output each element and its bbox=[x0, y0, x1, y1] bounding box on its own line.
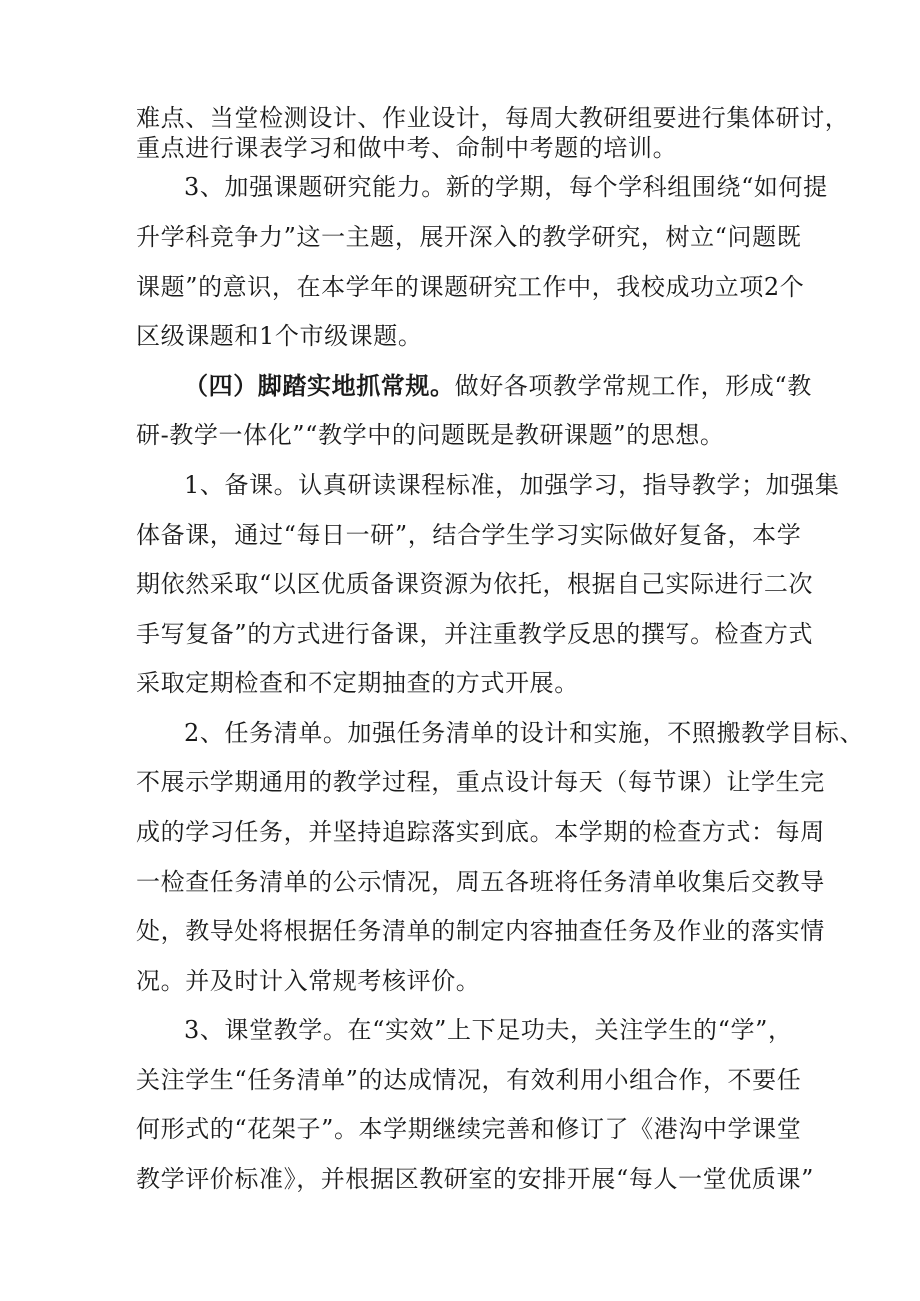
text-line: 研-教学一体化”“教学中的问题既是教研课题”的思想。 bbox=[136, 421, 725, 449]
text-line: 成的学习任务，并坚持追踪落实到底。本学期的检查方式：每周 bbox=[136, 818, 825, 846]
text-line: 2、任务清单。加强任务清单的设计和实施，不照搬教学目标、 bbox=[184, 719, 865, 747]
text-line: 采取定期检查和不定期抽查的方式开展。 bbox=[136, 669, 579, 697]
text-line: 升学科竞争力”这一主题，展开深入的教学研究，树立“问题既 bbox=[136, 223, 802, 251]
text-line: 不展示学期通用的教学过程，重点设计每天（每节课）让学生完 bbox=[136, 768, 825, 796]
section-heading-line bbox=[184, 371, 812, 401]
text-line: 况。并及时计入常规考核评价。 bbox=[136, 967, 481, 995]
text-line: 3、课堂教学。在“实效”上下足功夫，关注学生的“学”， bbox=[184, 1016, 793, 1044]
text-line: 1、备课。认真研读课程标准，加强学习，指导教学；加强集 bbox=[184, 471, 840, 499]
text-line: 难点、当堂检测设计、作业设计，每周大教研组要进行集体研讨， bbox=[136, 104, 850, 132]
text-line: 手写复备”的方式进行备课，并注重教学反思的撰写。检查方式 bbox=[136, 620, 814, 648]
text-line: 重点进行课表学习和做中考、命制中考题的培训。 bbox=[136, 134, 678, 162]
text-line: 期依然采取“以区优质备课资源为依托，根据自己实际进行二次 bbox=[136, 570, 814, 598]
section-heading-rest: 做好各项教学常规工作，形成“教 bbox=[454, 372, 812, 400]
text-line: 处，教导处将根据任务清单的制定内容抽查任务及作业的落实情 bbox=[136, 917, 825, 945]
text-line: 课题”的意识，在本学年的课题研究工作中，我校成功立项2个 bbox=[136, 273, 805, 301]
text-line: 3、加强课题研究能力。新的学期，每个学科组围绕“如何提 bbox=[184, 173, 828, 201]
section-heading: （四）脚踏实地抓常规。 bbox=[184, 371, 455, 400]
text-line: 教学评价标准》，并根据区教研室的安排开展“每人一堂优质课” bbox=[136, 1165, 814, 1193]
text-line: 一检查任务清单的公示情况，周五各班将任务清单收集后交教导 bbox=[136, 868, 825, 896]
text-line: 体备课，通过“每日一研”，结合学生学习实际做好复备，本学 bbox=[136, 521, 802, 549]
text-line: 关注学生“任务清单”的达成情况，有效利用小组合作，不要任 bbox=[136, 1066, 802, 1094]
text-line: 何形式的“花架子”。本学期继续完善和修订了《港沟中学课堂 bbox=[136, 1115, 802, 1143]
text-line: 区级课题和1个市级课题。 bbox=[136, 322, 423, 350]
